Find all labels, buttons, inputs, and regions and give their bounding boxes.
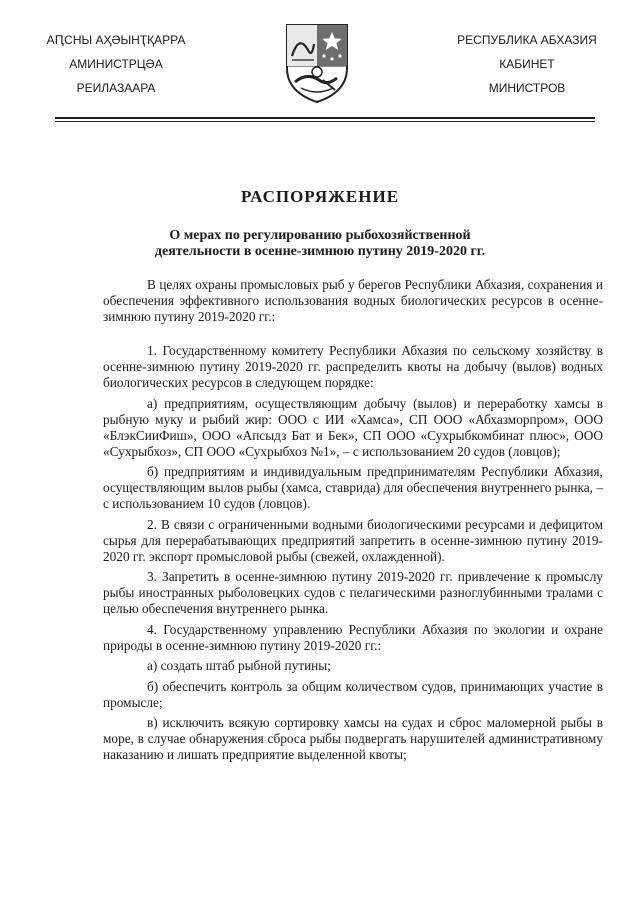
header-divider-thick bbox=[55, 117, 595, 119]
abkhazia-coat-of-arms-icon bbox=[283, 22, 351, 104]
header-left-block bbox=[36, 28, 196, 100]
document-subtitle bbox=[100, 228, 540, 260]
header-right-line-2: КАБИНЕТ bbox=[499, 57, 555, 71]
paragraph-item-4b: б) обеспечить контроль за общим количеством судов, принимающих участие в промысле; bbox=[103, 678, 603, 710]
header-right-line-3: МИНИСТРОВ bbox=[488, 81, 566, 95]
paragraph-item-1b: б) предприятиям и индивидуальным предпринимателям Республики Абхазия, осуществляющим вылов рыбы (хамса, ставрида) для обеспечения внутреннего рынка, – с использованием 10 судов (ловцов). bbox=[103, 464, 603, 511]
subtitle-line-1: О мерах по регулированию рыбохозяйственной bbox=[169, 228, 471, 243]
paragraph-item-3: 3. Запретить в осенне-зимнюю путину 2019-2020 гг. привлечение к промыслу рыбы иностранных рыболовецких судов с пелагическими разноглубинными тралами с целью обеспечения внутреннего рынка. bbox=[103, 569, 603, 616]
paragraph-item-4: 4. Государственному управлению Республики Абхазия по экологии и охране природы в осенне-зимнюю путину 2019-2020 гг.: bbox=[103, 621, 603, 653]
header-right-line-1: РЕСПУБЛИКА АБХАЗИЯ bbox=[457, 33, 597, 47]
paragraph-item-4a: а) создать штаб рыбной путины; bbox=[147, 658, 331, 673]
header-left-line-2: АМИНИСТРЦӘА bbox=[69, 57, 163, 71]
paragraph-item-4c: в) исключить всякую сортировку хамсы на судах и сброс маломерной рыбы в море, в случае обнаружения сброса рыбы подвергать нарушителей административному наказанию и лишать предприятие выделенной квоты; bbox=[103, 715, 603, 762]
document-body bbox=[103, 277, 603, 768]
preamble-paragraph: В целях охраны промысловых рыб у берегов Республики Абхазия, сохранения и обеспечения эффективного использования водных биологических ресурсов в осенне-зимнюю путину 2019-2020 гг.: bbox=[103, 277, 603, 324]
header-left-line-3: РЕИЛАЗААРА bbox=[76, 81, 156, 95]
header-divider-thin bbox=[55, 121, 595, 122]
header-right-block bbox=[442, 28, 612, 100]
document-title: РАСПОРЯЖЕНИЕ bbox=[240, 187, 400, 206]
paragraph-item-2: 2. В связи с ограниченными водными биологическими ресурсами и дефицитом сырья для перерабатывающих предприятий запретить в осенне-зимнюю путину 2019-2020 гг. экспорт промысловой рыбы (свежей, охлажденной). bbox=[103, 516, 603, 564]
paragraph-item-1: 1. Государственному комитету Республики Абхазия по сельскому хозяйству в осенне-зимнюю путину 2019-2020 гг. распределить квоты на добычу (вылов) водных биологических ресурсов в следующем порядке: bbox=[103, 343, 603, 390]
subtitle-line-2: деятельности в осенне-зимнюю путину 2019-2020 гг. bbox=[154, 244, 486, 259]
paragraph-item-1a: а) предприятиям, осуществляющим добычу (вылов) и переработку хамсы в рыбную муку и рыбий жир: ООО с ИИ «Хамса», СП ООО «Абхазморпром», ООО «БлэкСииФиш», ООО «Апсыдз Бат и Бек», СП ООО «Сухрыбкомбинат плюс», ООО «Сухрыбхоз», СП ООО «Сухрыбхоз №1», – с использованием 20 судов (ловцов); bbox=[103, 395, 603, 459]
header-left-line-1: АԤСНЫ АҲӘЫНҬҚАРРА bbox=[46, 33, 186, 47]
document-header bbox=[0, 0, 640, 120]
